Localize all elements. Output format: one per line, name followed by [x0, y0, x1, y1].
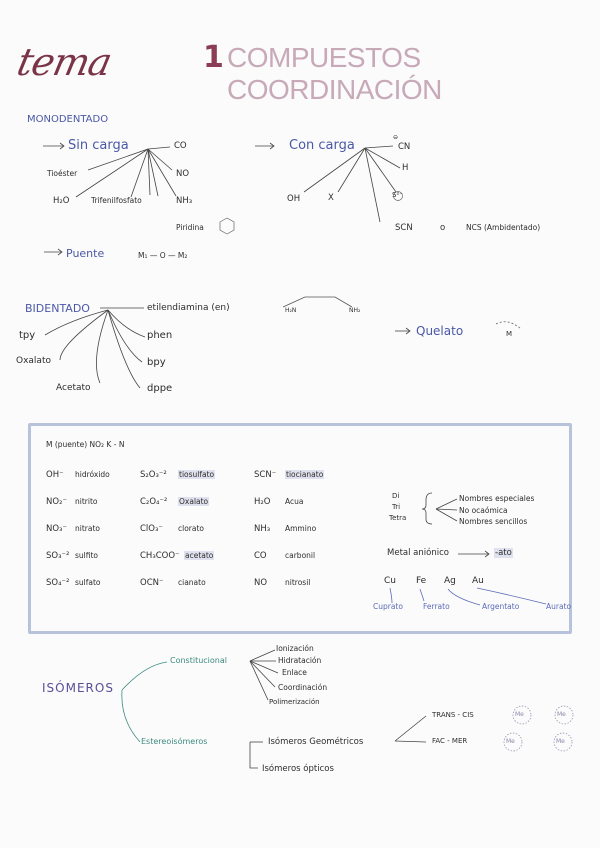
prefix-tri: Tri: [392, 503, 401, 511]
row4-col1-name: sulfito: [75, 551, 98, 560]
row1-col1-formula: OH⁻: [46, 470, 64, 480]
geo-fac-mer: FAC - MER: [432, 737, 468, 745]
ligand-phen: phen: [147, 330, 173, 341]
ligand-h: H: [402, 163, 409, 173]
neg-mark: ⊖: [393, 134, 399, 141]
complex-fac: Me: [506, 738, 515, 745]
section-isomeros: ISÓMEROS: [42, 681, 114, 695]
ligand-no: NO: [176, 169, 190, 179]
ligand-piridina: Piridina: [176, 223, 204, 232]
row4-col3-name: carbonil: [285, 551, 316, 560]
ligand-oxalato: Oxalato: [16, 356, 51, 366]
row2-col3-name: Acua: [285, 497, 304, 506]
sin-carga-label: Sin carga: [68, 138, 129, 153]
prefix-tetra: Tetra: [389, 514, 407, 522]
prefix-rule-2: No ocaómica: [459, 506, 508, 515]
section-monodentado: MONODENTADO: [27, 114, 109, 125]
row4-col3-formula: CO: [254, 551, 267, 561]
row4-col2-name: acetato: [185, 551, 214, 560]
metal-au: Au: [472, 576, 484, 586]
row1-col3-name: tiocianato: [286, 470, 324, 479]
en-structure-left: H₂N: [285, 307, 297, 314]
metal-anionico-label: Metal aniónico: [387, 548, 449, 558]
box-header: M (puente) NO₂ K - N: [46, 440, 125, 449]
en-structure-right: NH₂: [349, 307, 361, 314]
metal-name-ferrato: Ferrato: [423, 602, 450, 611]
title-number: 1: [203, 40, 224, 75]
row2-col2-name: Oxalato: [179, 497, 209, 506]
iso-coordinacion: Coordinación: [278, 683, 328, 692]
metal-name-argentato: Argentato: [482, 602, 520, 611]
row2-col1-formula: NO₂⁻: [46, 497, 67, 507]
iso-polimerizacion: Polimerización: [269, 698, 320, 706]
row1-col2-formula: S₂O₃⁻²: [140, 470, 167, 480]
row5-col3-name: nitrosil: [285, 578, 311, 587]
row3-col1-formula: NO₃⁻: [46, 524, 67, 534]
geo-trans-cis: TRANS - CIS: [432, 711, 474, 719]
estereoisomeros-label: Estereoisómeros: [141, 737, 208, 746]
prefix-rule-3: Nombres sencillos: [459, 517, 528, 526]
iso-enlace: Enlace: [282, 668, 307, 677]
ligand-co: CO: [174, 141, 187, 151]
ligand-tioester: Tioéster: [47, 169, 78, 178]
iso-geometricos: Isómeros Geométricos: [268, 737, 364, 747]
row5-col1-name: sulfato: [75, 578, 101, 587]
ligand-h2o: H₂O: [53, 196, 70, 206]
metal-cu: Cu: [384, 576, 396, 586]
row3-col3-name: Ammino: [285, 524, 317, 533]
ligand-dppe: dppe: [147, 383, 173, 394]
complex-mer: Me: [556, 738, 565, 745]
ligand-cn: CN: [398, 142, 411, 152]
puente-formula: M₁ — O — M₂: [138, 251, 188, 260]
puente-label: Puente: [66, 247, 105, 260]
row3-col2-formula: ClO₃⁻: [140, 524, 163, 534]
ligand-or: o: [440, 223, 446, 233]
ligand-nh3: NH₃: [176, 196, 193, 206]
row3-col2-name: clorato: [178, 524, 205, 533]
row5-col2-name: cianato: [178, 578, 206, 587]
row5-col3-formula: NO: [254, 578, 268, 588]
page-title: COMPUESTOS COORDINACIÓN: [227, 42, 442, 105]
complex-trans: Me: [515, 711, 524, 718]
metal-anionico-suffix: -ato: [495, 548, 512, 558]
row1-col2-name: tiosulfato: [179, 470, 215, 479]
iso-opticos: Isómeros ópticos: [262, 764, 334, 774]
row2-col1-name: nitrito: [75, 497, 98, 506]
prefix-di: Di: [392, 492, 400, 500]
quelato-mark: M: [506, 330, 513, 338]
ligand-x: X: [328, 193, 334, 203]
complex-cis: Me: [557, 711, 566, 718]
metal-ag: Ag: [444, 576, 456, 586]
row3-col1-name: nitrato: [75, 524, 100, 533]
row1-col1-name: hidróxido: [75, 470, 110, 479]
row4-col1-formula: SO₃⁻²: [46, 551, 70, 561]
iso-hidratacion: Hidratación: [278, 656, 322, 665]
quelato-label: Quelato: [416, 324, 464, 338]
row1-col3-formula: SCN⁻: [254, 470, 277, 480]
row5-col1-formula: SO₄⁻²: [46, 578, 70, 588]
metal-fe: Fe: [416, 576, 427, 586]
con-carga-label: Con carga: [289, 138, 355, 153]
metal-name-cuprato: Cuprato: [373, 602, 403, 611]
ligand-acetato: Acetato: [56, 383, 91, 393]
prefix-rule-1: Nombres especiales: [459, 494, 535, 503]
row2-col2-formula: C₂O₄⁻²: [140, 497, 168, 507]
constitucional-label: Constitucional: [170, 656, 227, 665]
ligand-trifenilfosfato: Trifenilfosfato: [91, 196, 142, 205]
row3-col3-formula: NH₃: [254, 524, 271, 534]
ligand-en: etilendiamina (en): [147, 303, 230, 313]
row4-col2-formula: CH₃COO⁻: [140, 551, 180, 561]
ligand-bpy: bpy: [147, 357, 166, 368]
ligand-tpy: tpy: [19, 330, 36, 341]
ligand-scn: SCN: [395, 223, 413, 233]
title-tema: tema: [13, 40, 116, 84]
ligand-oh: OH: [287, 194, 301, 204]
metal-name-aurato: Aurato: [546, 602, 572, 611]
ligand-s2: S²⁻: [392, 191, 403, 199]
row2-col3-formula: H₂O: [254, 497, 271, 507]
row5-col2-formula: OCN⁻: [140, 578, 164, 588]
iso-ionizacion: Ionización: [276, 644, 314, 653]
ligand-ncs: NCS (Ambidentado): [466, 223, 541, 232]
section-bidentado: BIDENTADO: [25, 302, 90, 315]
